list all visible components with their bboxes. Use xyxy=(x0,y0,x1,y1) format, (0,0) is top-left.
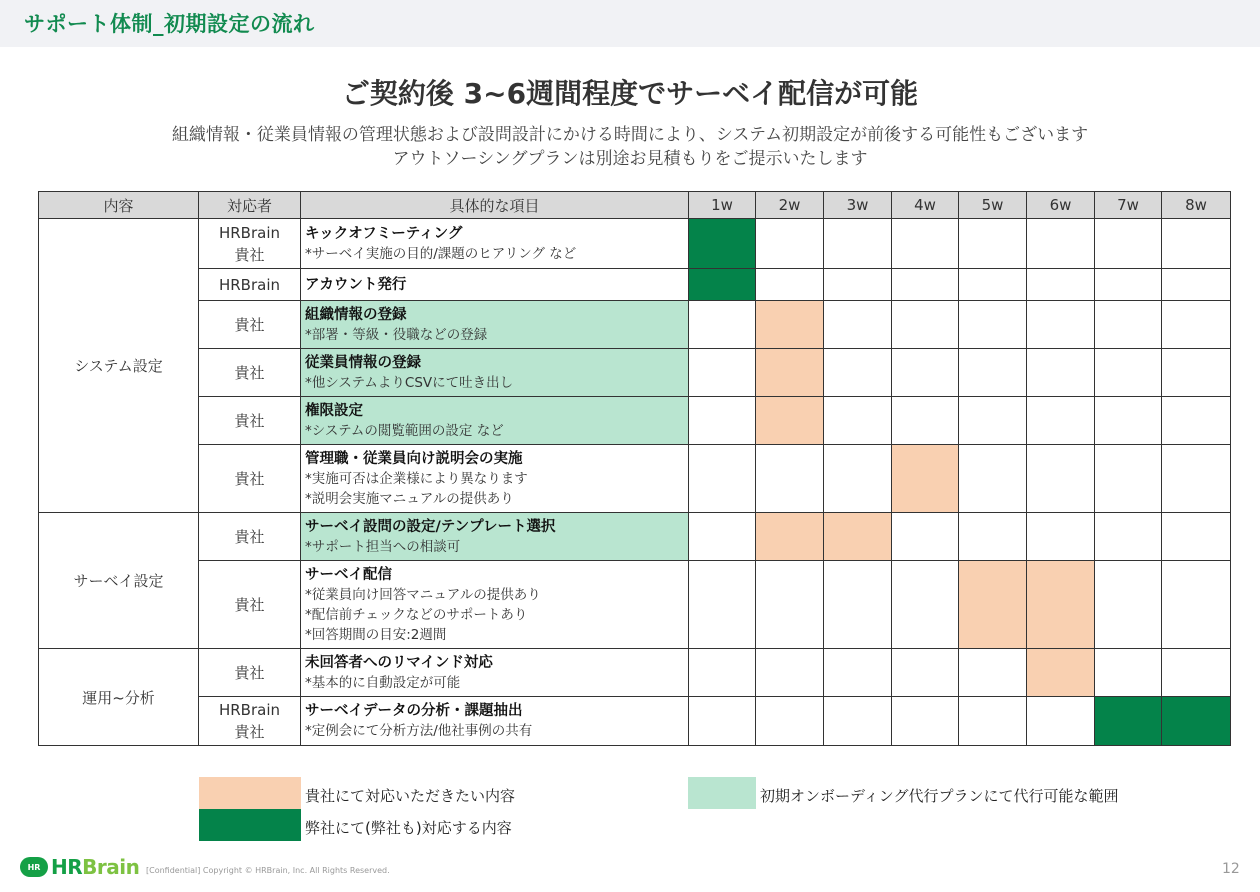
week-cell-1 xyxy=(689,649,756,697)
subtitle-line-1: 組織情報・従業員情報の管理状態および設問設計にかける時間により、システム初期設定が前後する可能性もございます xyxy=(171,125,1089,145)
headline: ご契約後 3~6週間程度でサーベイ配信が可能 xyxy=(341,77,919,110)
week-cell-1 xyxy=(689,349,756,397)
owner-name: HRBrain xyxy=(218,223,281,242)
owner-cell xyxy=(199,349,301,397)
item-cell xyxy=(301,697,689,746)
owner-name: 貴社 xyxy=(234,595,265,614)
owner-name: 貴社 xyxy=(234,411,265,430)
owner-cell xyxy=(199,697,301,746)
week-cell-5 xyxy=(959,301,1027,349)
week-cell-5 xyxy=(959,649,1027,697)
week-cell-8 xyxy=(1162,301,1231,349)
week-cell-8 xyxy=(1162,513,1231,561)
week-cell-4 xyxy=(892,301,959,349)
week-cell-6 xyxy=(1027,445,1095,513)
week-cell-2 xyxy=(756,301,824,349)
item-cell xyxy=(301,349,689,397)
header-week-6: 6w xyxy=(1027,192,1095,219)
item-cell xyxy=(301,649,689,697)
table-row xyxy=(39,397,1231,445)
week-cell-6 xyxy=(1027,513,1095,561)
owner-cell xyxy=(199,397,301,445)
item-note: *システムの閲覧範囲の設定 など xyxy=(305,422,504,439)
week-cell-4 xyxy=(892,219,959,269)
header-item: 具体的な項目 xyxy=(301,192,689,219)
header-week-3: 3w xyxy=(824,192,892,219)
item-note: *他システムよりCSVにて吐き出し xyxy=(305,374,514,391)
owner-cell xyxy=(199,561,301,649)
week-cell-7 xyxy=(1095,697,1162,746)
table-row xyxy=(39,301,1231,349)
week-cell-7 xyxy=(1095,269,1162,301)
logo-badge-icon: HR xyxy=(20,857,48,877)
item-cell xyxy=(301,301,689,349)
item-note: *部署・等級・役職などの登録 xyxy=(305,326,488,343)
week-cell-3 xyxy=(824,561,892,649)
table-row xyxy=(39,349,1231,397)
item-title: 権限設定 xyxy=(305,402,363,419)
owner-name: 貴社 xyxy=(234,245,265,264)
week-cell-4 xyxy=(892,513,959,561)
logo-text-brain: Brain xyxy=(82,855,140,879)
week-cell-3 xyxy=(824,349,892,397)
legend-swatch-vendor xyxy=(199,809,301,841)
item-note: *回答期間の目安:2週間 xyxy=(305,626,447,643)
hrbrain-logo xyxy=(20,855,139,879)
item-title: 従業員情報の登録 xyxy=(305,354,421,371)
owner-name: 貴社 xyxy=(234,527,265,546)
owner-name: 貴社 xyxy=(234,723,265,741)
owner-cell xyxy=(199,649,301,697)
week-cell-3 xyxy=(824,697,892,746)
week-cell-3 xyxy=(824,649,892,697)
category-cell: サーベイ設定 xyxy=(39,513,199,649)
week-cell-8 xyxy=(1162,649,1231,697)
item-note: *配信前チェックなどのサポートあり xyxy=(305,606,528,623)
owner-cell xyxy=(199,269,301,301)
week-cell-2 xyxy=(756,269,824,301)
week-cell-6 xyxy=(1027,219,1095,269)
item-title: アカウント発行 xyxy=(305,276,407,293)
item-title: キックオフミーティング xyxy=(305,225,463,242)
owner-cell xyxy=(199,301,301,349)
page-number: 12 xyxy=(1222,861,1240,877)
item-note: *サポート担当への相談可 xyxy=(305,538,461,555)
week-cell-5 xyxy=(959,349,1027,397)
week-cell-4 xyxy=(892,269,959,301)
week-cell-2 xyxy=(756,219,824,269)
owner-name: 貴社 xyxy=(234,469,265,488)
week-cell-2 xyxy=(756,397,824,445)
week-cell-4 xyxy=(892,445,959,513)
table-row xyxy=(39,649,1231,697)
table-row xyxy=(39,219,1231,269)
week-cell-6 xyxy=(1027,397,1095,445)
owner-name: 貴社 xyxy=(234,663,265,682)
subtitle-line-2: アウトソーシングプランは別途お見積もりをご提示いたします xyxy=(392,149,868,169)
week-cell-7 xyxy=(1095,397,1162,445)
week-cell-2 xyxy=(756,561,824,649)
owner-cell xyxy=(199,513,301,561)
category-cell: システム設定 xyxy=(39,219,199,513)
item-note: *サーベイ実施の目的/課題のヒアリング など xyxy=(305,245,577,262)
owner-cell xyxy=(199,445,301,513)
item-note: *定例会にて分析方法/他社事例の共有 xyxy=(305,723,533,739)
item-cell xyxy=(301,397,689,445)
week-cell-5 xyxy=(959,269,1027,301)
week-cell-8 xyxy=(1162,445,1231,513)
week-cell-3 xyxy=(824,513,892,561)
week-cell-2 xyxy=(756,697,824,746)
week-cell-3 xyxy=(824,301,892,349)
week-cell-1 xyxy=(689,513,756,561)
table-row xyxy=(39,445,1231,513)
legend-label-client: 貴社にて対応いただきたい内容 xyxy=(305,787,516,805)
header-row xyxy=(39,192,1231,219)
week-cell-7 xyxy=(1095,649,1162,697)
table-row xyxy=(39,269,1231,301)
week-cell-4 xyxy=(892,561,959,649)
header-week-7: 7w xyxy=(1095,192,1162,219)
header-week-2: 2w xyxy=(756,192,824,219)
item-note: *従業員向け回答マニュアルの提供あり xyxy=(305,586,541,603)
week-cell-3 xyxy=(824,445,892,513)
header-week-8: 8w xyxy=(1162,192,1231,219)
week-cell-1 xyxy=(689,697,756,746)
header-content: 内容 xyxy=(39,192,199,219)
week-cell-1 xyxy=(689,445,756,513)
table-row xyxy=(39,561,1231,649)
week-cell-7 xyxy=(1095,561,1162,649)
item-note: *説明会実施マニュアルの提供あり xyxy=(305,490,514,507)
legend-label-outsource: 初期オンボーディング代行プランにて代行可能な範囲 xyxy=(760,787,1119,805)
week-cell-1 xyxy=(689,561,756,649)
week-cell-8 xyxy=(1162,219,1231,269)
week-cell-7 xyxy=(1095,219,1162,269)
week-cell-6 xyxy=(1027,649,1095,697)
item-title: サーベイ設問の設定/テンプレート選択 xyxy=(305,518,556,535)
week-cell-7 xyxy=(1095,349,1162,397)
item-note: *基本的に自動設定が可能 xyxy=(305,674,461,691)
week-cell-5 xyxy=(959,561,1027,649)
schedule-table xyxy=(38,191,1231,746)
item-cell xyxy=(301,445,689,513)
week-cell-3 xyxy=(824,219,892,269)
item-title: 管理職・従業員向け説明会の実施 xyxy=(305,450,523,467)
week-cell-5 xyxy=(959,697,1027,746)
owner-cell xyxy=(199,219,301,269)
week-cell-7 xyxy=(1095,301,1162,349)
week-cell-8 xyxy=(1162,697,1231,746)
table-row xyxy=(39,513,1231,561)
week-cell-5 xyxy=(959,513,1027,561)
week-cell-6 xyxy=(1027,561,1095,649)
owner-name: 貴社 xyxy=(234,363,265,382)
week-cell-4 xyxy=(892,697,959,746)
item-cell xyxy=(301,269,689,301)
week-cell-5 xyxy=(959,445,1027,513)
legend-swatch-outsource xyxy=(688,777,756,809)
week-cell-2 xyxy=(756,513,824,561)
owner-name: 貴社 xyxy=(234,315,265,334)
owner-name: HRBrain xyxy=(218,275,281,294)
week-cell-2 xyxy=(756,445,824,513)
week-cell-1 xyxy=(689,397,756,445)
item-cell xyxy=(301,561,689,649)
week-cell-8 xyxy=(1162,397,1231,445)
legend-swatch-client xyxy=(199,777,301,809)
week-cell-7 xyxy=(1095,513,1162,561)
week-cell-1 xyxy=(689,219,756,269)
week-cell-1 xyxy=(689,269,756,301)
week-cell-1 xyxy=(689,301,756,349)
week-cell-6 xyxy=(1027,349,1095,397)
item-cell xyxy=(301,513,689,561)
week-cell-4 xyxy=(892,397,959,445)
table-row xyxy=(39,697,1231,746)
week-cell-4 xyxy=(892,349,959,397)
category-cell: 運用~分析 xyxy=(39,649,199,746)
week-cell-6 xyxy=(1027,697,1095,746)
legend-label-vendor: 弊社にて(弊社も)対応する内容 xyxy=(305,819,512,837)
item-cell xyxy=(301,219,689,269)
item-title: 未回答者へのリマインド対応 xyxy=(305,654,493,671)
week-cell-5 xyxy=(959,397,1027,445)
item-note: *実施可否は企業様により異なります xyxy=(305,470,528,487)
week-cell-6 xyxy=(1027,269,1095,301)
item-title: 組織情報の登録 xyxy=(305,306,407,323)
top-bar xyxy=(0,0,1260,47)
week-cell-8 xyxy=(1162,349,1231,397)
slide-title: サポート体制_初期設定の流れ xyxy=(24,12,315,36)
week-cell-3 xyxy=(824,269,892,301)
week-cell-7 xyxy=(1095,445,1162,513)
header-week-5: 5w xyxy=(959,192,1027,219)
week-cell-2 xyxy=(756,349,824,397)
week-cell-2 xyxy=(756,649,824,697)
week-cell-6 xyxy=(1027,301,1095,349)
copyright-notice: [Confidential] Copyright © HRBrain, Inc. All Rights Reserved. xyxy=(146,866,390,875)
header-week-1: 1w xyxy=(689,192,756,219)
week-cell-5 xyxy=(959,219,1027,269)
week-cell-8 xyxy=(1162,561,1231,649)
item-title: サーベイ配信 xyxy=(305,566,392,583)
week-cell-8 xyxy=(1162,269,1231,301)
week-cell-3 xyxy=(824,397,892,445)
header-owner: 対応者 xyxy=(199,192,301,219)
owner-name: HRBrain xyxy=(218,701,281,719)
logo-text-hr: HR xyxy=(51,855,83,879)
item-title: サーベイデータの分析・課題抽出 xyxy=(305,703,523,719)
header-week-4: 4w xyxy=(892,192,959,219)
week-cell-4 xyxy=(892,649,959,697)
